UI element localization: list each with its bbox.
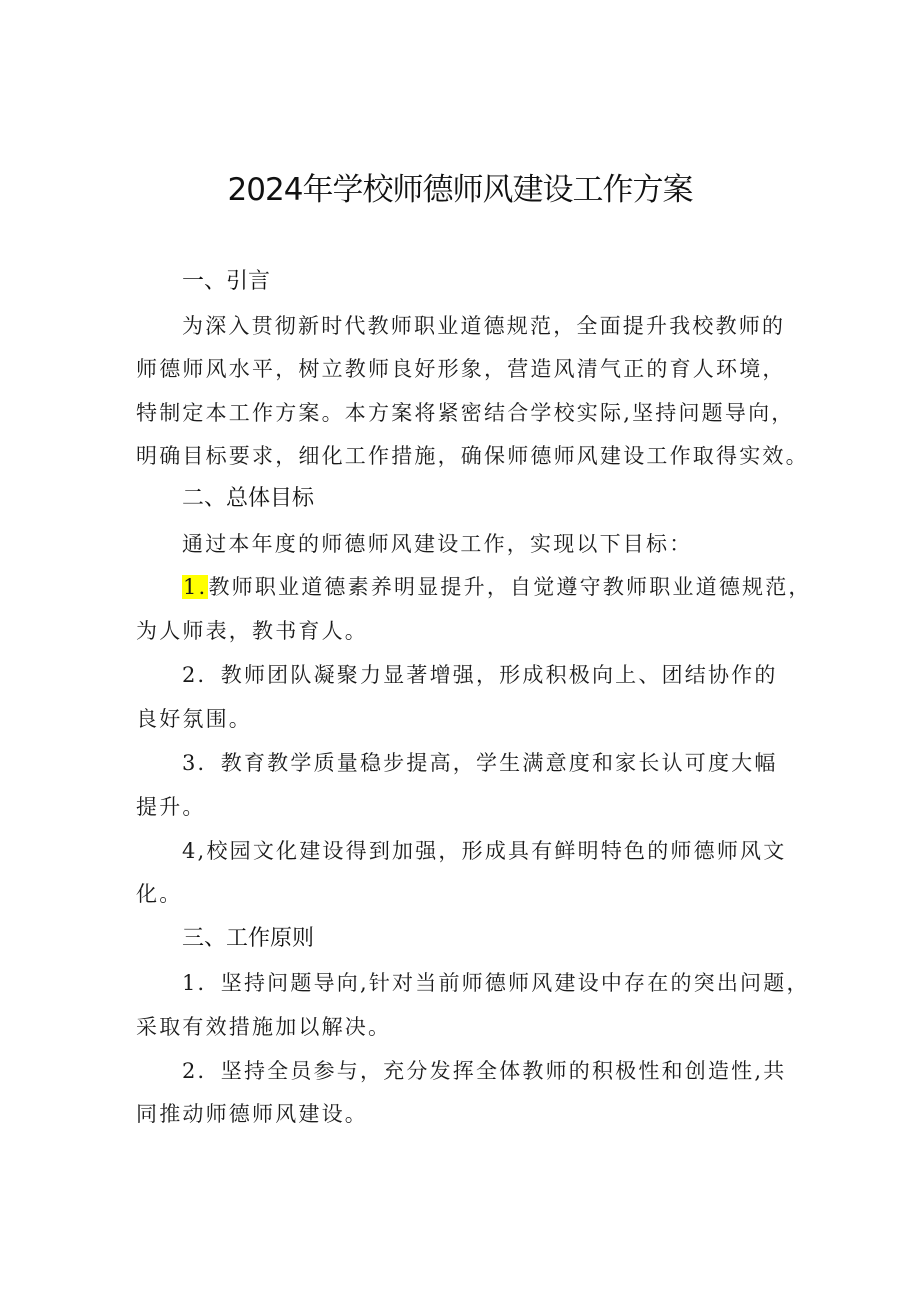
principle-item-text: 坚持问题导向,针对当前师德师风建设中存在的突出问题， [220,971,810,995]
principle-item-continuation: 采取有效措施加以解决。 [136,1015,392,1039]
goal-item-1 [182,571,812,603]
highlighted-item-number: 1. [183,575,208,599]
intro-paragraph-line: 明确目标要求，细化工作措施，确保师德师风建设工作取得实效。 [136,444,809,468]
goal-item-continuation: 为人师表，教书育人。 [136,619,368,643]
item-number: 1． [182,971,221,995]
section-heading-goals: 二、总体目标 [182,486,315,511]
principle-item-1 [182,967,810,999]
goal-item-2 [182,659,778,691]
goal-item-continuation: 化。 [136,882,183,906]
principle-item-continuation: 同推动师德师风建设。 [136,1102,368,1126]
intro-paragraph-line: 特制定本工作方案。本方案将紧密结合学校实际,坚持问题导向， [136,401,795,425]
intro-paragraph-line: 为深入贯彻新时代教师职业道德规范，全面提升我校教师的 [182,314,786,338]
goal-item-continuation: 提升。 [136,795,206,819]
goal-item-text: 教师团队凝聚力显著增强，形成积极向上、团结协作的 [220,663,778,687]
principle-item-2 [182,1055,786,1087]
principle-item-text: 坚持全员参与，充分发挥全体教师的积极性和创造性,共 [220,1059,787,1083]
goals-intro-line: 通过本年度的师德师风建设工作，实现以下目标： [182,532,693,556]
section-heading-principles: 三、工作原则 [182,926,315,951]
item-number: 2． [182,1059,221,1083]
document-title: 2024年学校师德师风建设工作方案 [227,172,693,208]
goal-item-continuation: 良好氛围。 [136,707,252,731]
intro-paragraph-line: 师德师风水平，树立教师良好形象，营造风清气正的育人环境， [136,357,786,381]
goal-item-3 [182,747,778,779]
item-number: 3． [182,751,221,775]
section-heading-intro: 一、引言 [182,269,271,294]
goal-item-4 [182,835,786,867]
goal-item-text: 校园文化建设得到加强，形成具有鲜明特色的师德师风文 [206,839,787,863]
goal-item-text: 教育教学质量稳步提高，学生满意度和家长认可度大幅 [220,751,778,775]
item-number: 4, [182,839,207,863]
goal-item-text: 教师职业道德素养明显提升，自觉遵守教师职业道德规范， [208,575,812,599]
item-number: 2． [182,663,221,687]
